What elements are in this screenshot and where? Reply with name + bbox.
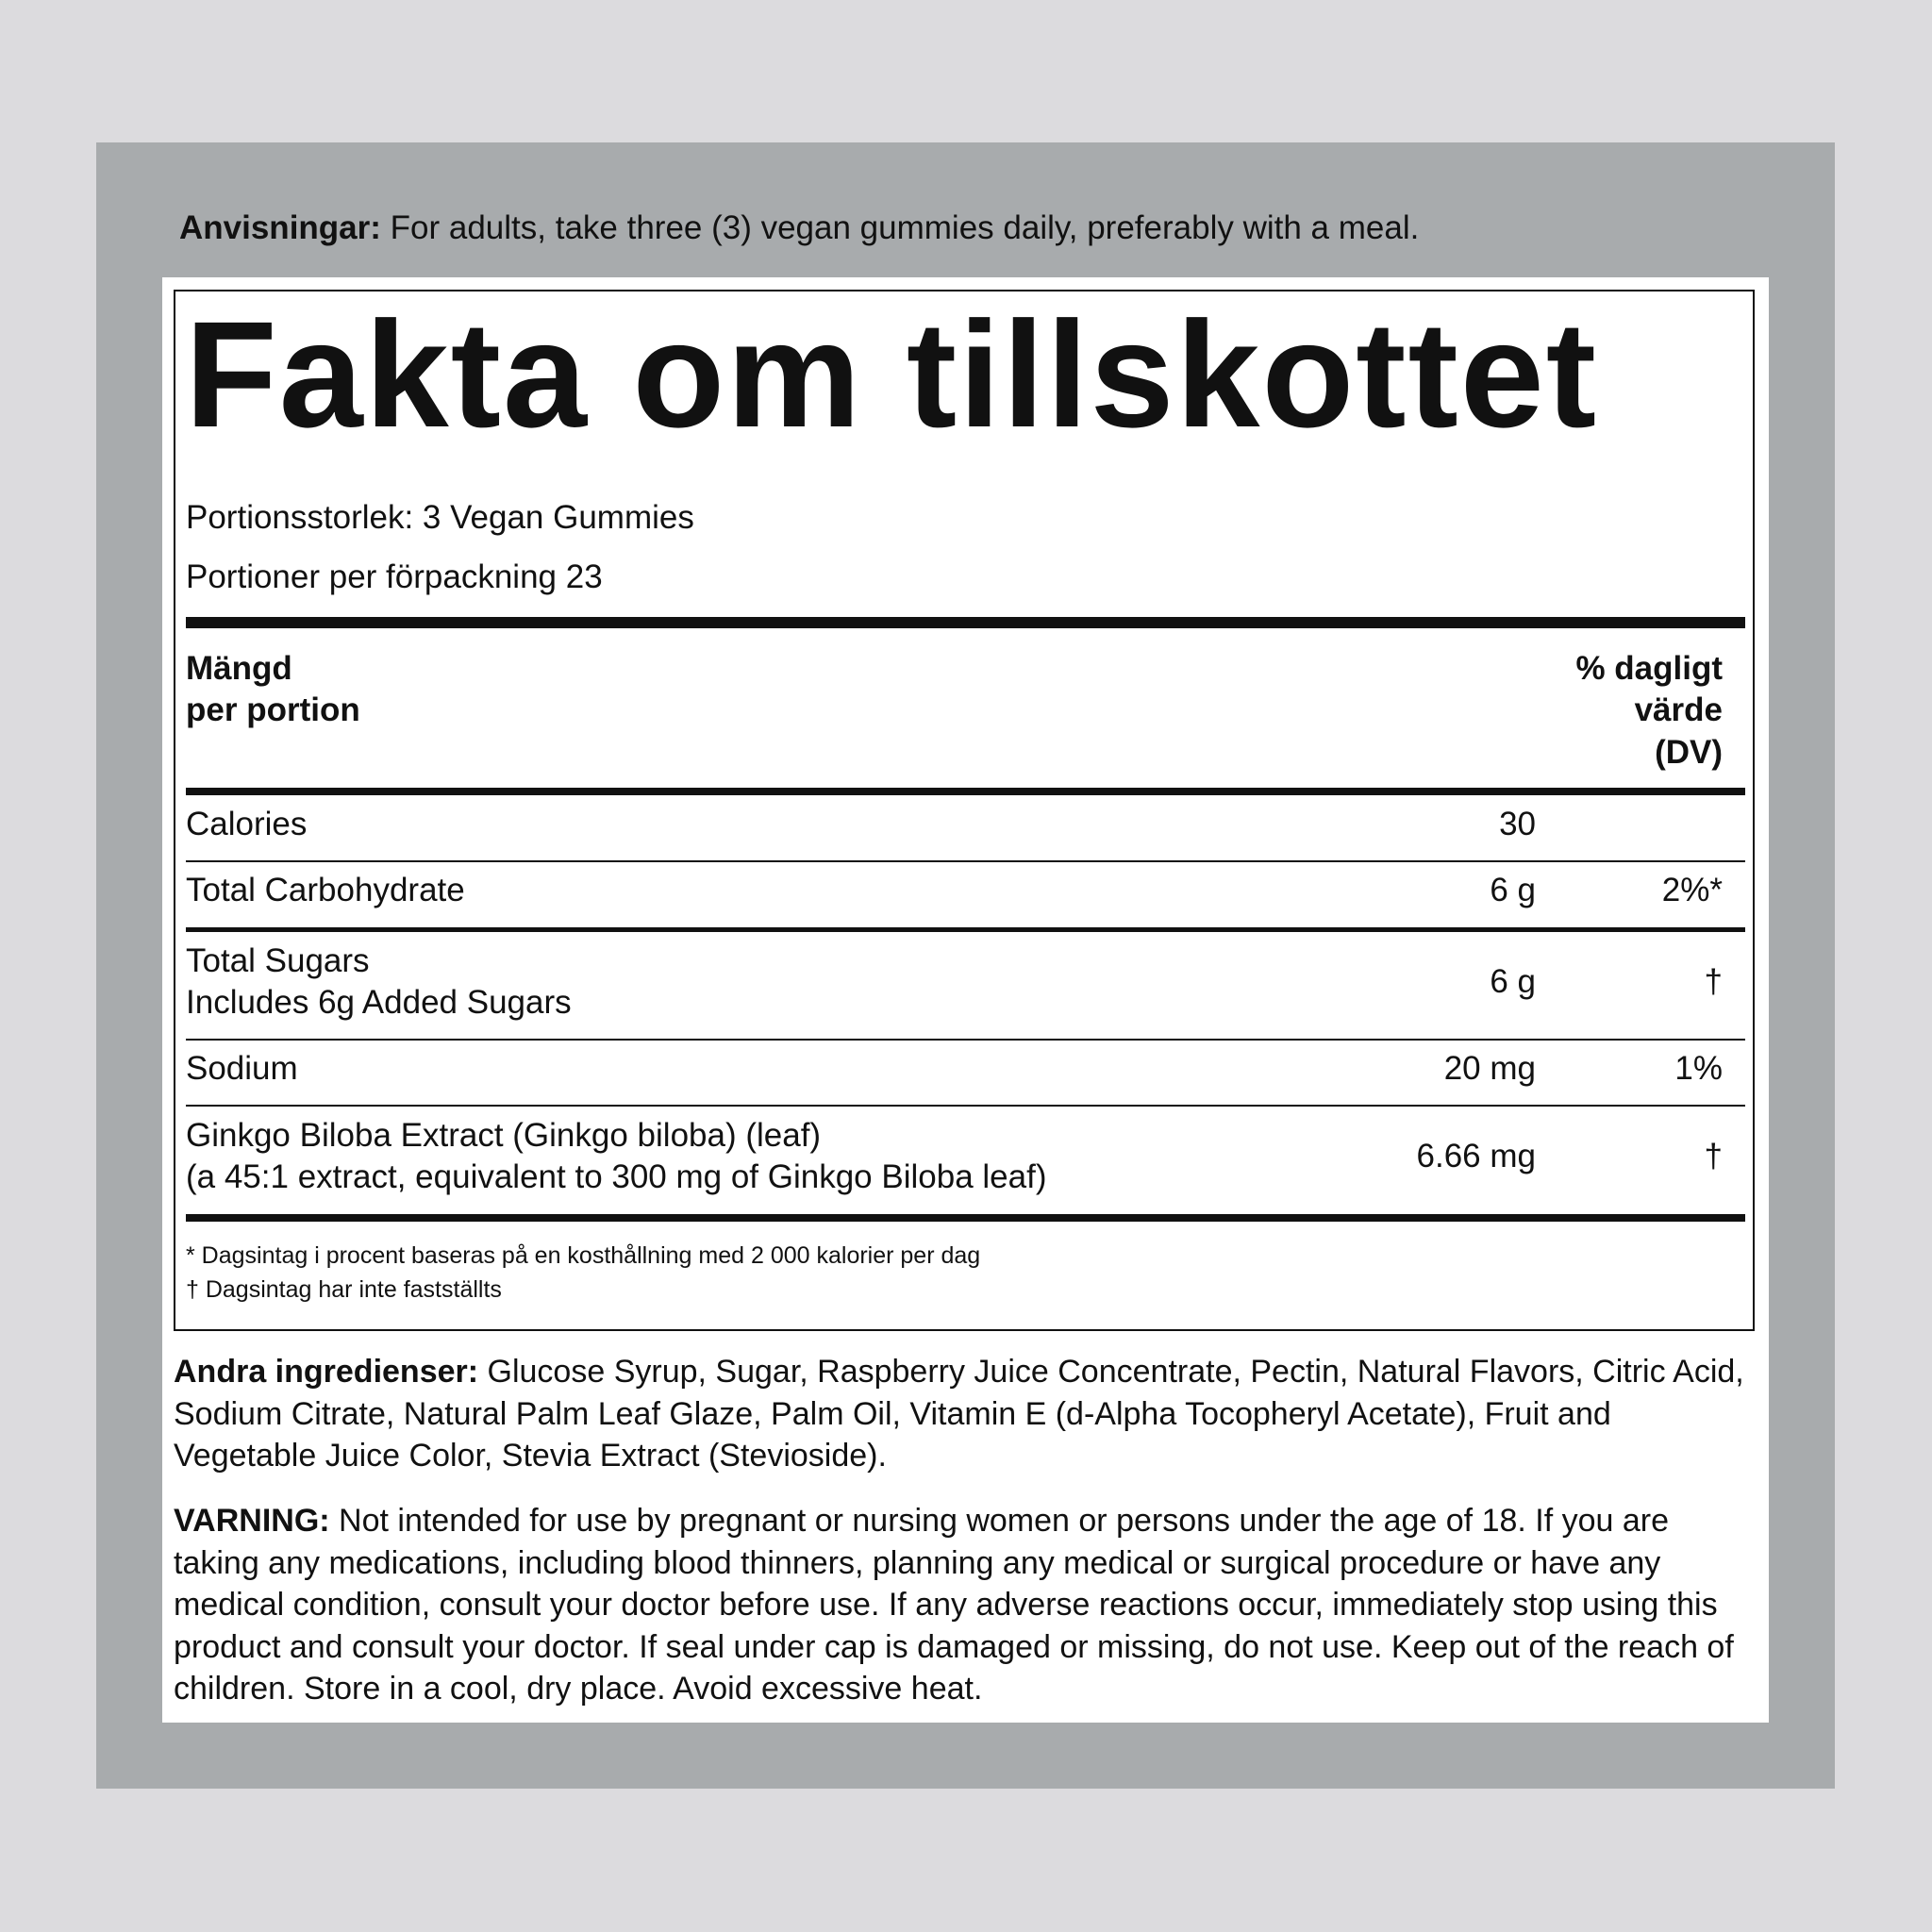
medium-divider [186,788,1745,795]
nutrient-dv: † [1704,963,1723,1000]
row-divider [186,1039,1745,1041]
directions-label: Anvisningar: [179,209,381,246]
nutrient-subtext: Includes 6g Added Sugars [186,984,572,1021]
row-divider [186,1105,1745,1107]
footnote-not-established: † Dagsintag har inte fastställts [186,1276,502,1303]
nutrient-amount: 30 [1499,806,1536,842]
nutrient-dv: 1% [1674,1050,1723,1087]
nutrient-dv: † [1704,1138,1723,1174]
facts-title: Fakta om tillskottet [185,290,1599,458]
header-dv-line3: (DV) [1655,734,1723,771]
header-dv-line2: värde [1634,691,1723,728]
nutrient-name: Calories [186,806,308,842]
warning-text: Not intended for use by pregnant or nursing women or persons under the age of 18. If you are taking any medications, including blood thinners, planning any medical or surgical procedure or have any medical condition, consult your doctor before use. If any adverse reactions occur, immediately stop using this product and consult your doctor. If seal under cap is damaged or missing, do not use. Keep out of the reach of children. Store in a cool, dry place. Avoid excessive heat. [174,1503,1734,1707]
serving-size: Portionsstorlek: 3 Vegan Gummies [186,499,694,536]
directions-text: For adults, take three (3) vegan gummies daily, preferably with a meal. [380,209,1420,246]
header-amount-line1: Mängd [186,650,292,687]
nutrient-subtext: (a 45:1 extract, equivalent to 300 mg of Ginkgo Biloba leaf) [186,1158,1047,1195]
other-ingredients [174,1351,1758,1477]
nutrient-name: Total Carbohydrate [186,872,465,908]
warning-label: VARNING: [174,1503,330,1539]
servings-per-container: Portioner per förpackning 23 [186,558,603,595]
header-dv-line1: % dagligt [1575,650,1723,687]
medium-divider [186,1214,1745,1222]
row-divider [186,860,1745,862]
header-amount-line2: per portion [186,691,360,728]
warning [174,1500,1758,1710]
nutrient-amount: 6 g [1490,872,1536,908]
other-ingredients-text: Glucose Syrup, Sugar, Raspberry Juice Concentrate, Pectin, Natural Flavors, Citric Acid, Sodium Citrate, Natural Palm Leaf Glaze, Palm Oil, Vitamin E (d-Alpha Tocopheryl Acetate), Fruit and Vegetable Juice Color, Stevia Extract (Stevioside). [174,1354,1744,1474]
other-ingredients-label: Andra ingredienser: [174,1354,479,1390]
nutrient-amount: 6 g [1490,963,1536,1000]
nutrient-amount: 6.66 mg [1416,1138,1536,1174]
directions [179,206,1783,251]
row-divider [186,927,1745,932]
nutrient-dv: 2%* [1661,872,1723,908]
thick-divider [186,617,1745,628]
nutrient-name: Ginkgo Biloba Extract (Ginkgo biloba) (leaf) [186,1117,822,1154]
nutrient-amount: 20 mg [1443,1050,1536,1087]
nutrient-name: Total Sugars [186,942,370,979]
footnote-daily-value: * Dagsintag i procent baseras på en kosthållning med 2 000 kalorier per dag [186,1242,981,1269]
nutrient-name: Sodium [186,1050,298,1087]
